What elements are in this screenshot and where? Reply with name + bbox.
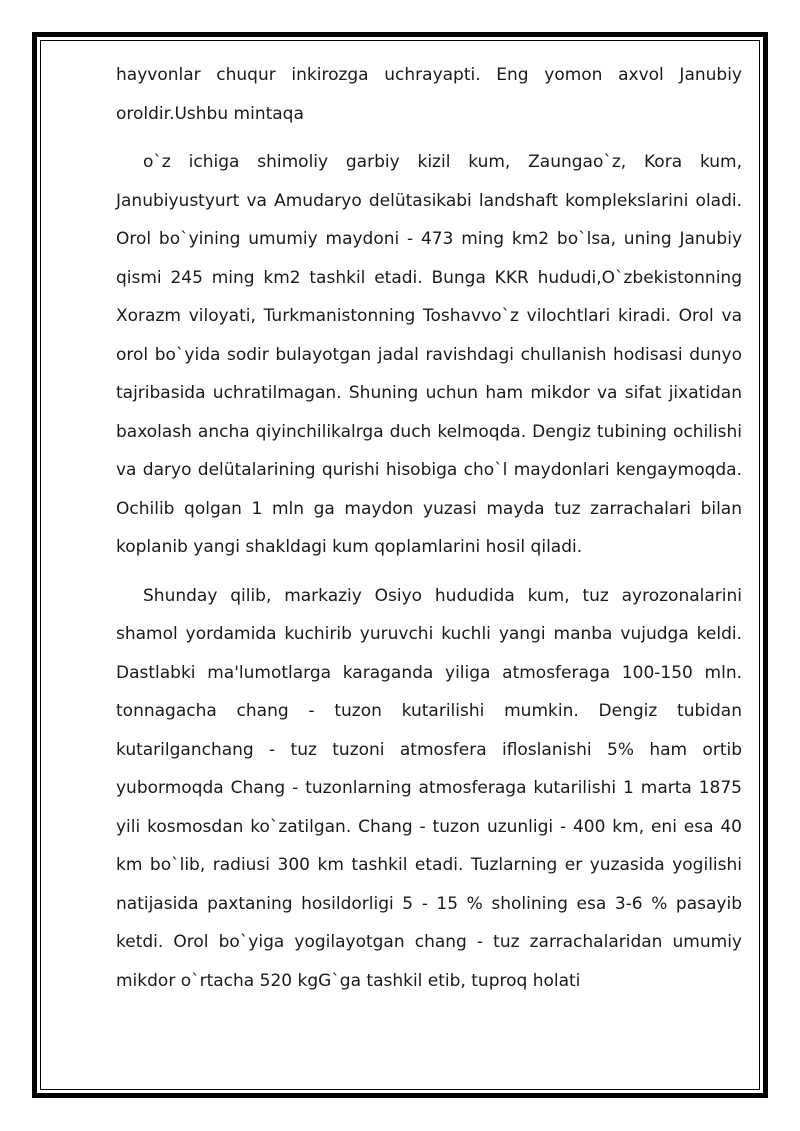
document-body <box>116 56 742 1000</box>
paragraph-1: hayvonlar chuqur inkirozga uchrayapti. Eng yomon axvol Janubiy oroldir.Ushbu mintaqa <box>116 65 742 124</box>
paragraph-3: Shunday qilib, markaziy Osiyo hududida kum, tuz ayrozonalarini shamol yordamida kuchirib yuruvchi kuchli yangi manba vujudga keldi. Dastlabki ma'lumotlarga karaganda yiliga atmosferaga 100-150 mln. tonnagacha chang - tuzon kutarilishi mumkin. Dengiz tubidan kutarilganchang - tuz tuzoni atmosfera ifloslanishi 5% ham ortib yubormoqda Chang - tuzonlarning atmosferaga kutarilishi 1 marta 1875 yili kosmosdan ko`zatilgan. Chang - tuzon uzunligi - 400 km, eni esa 40 km bo`lib, radiusi 300 km tashkil etadi. Tuzlarning er yuzasida yogilishi natijasida paxtaning hosildorligi 5 - 15 % sholining esa 3-6 % pasayib ketdi. Orol bo`yiga yogilayotgan chang - tuz zarrachalaridan umumiy mikdor o`rtacha 520 kgG`ga tashkil etib, tuproq holati <box>116 585 742 991</box>
paragraph-2: o`z ichiga shimoliy garbiy kizil kum, Zaungao`z, Kora kum, Janubiyustyurt va Amudaryo delütasikabi landshaft komplekslarini oladi. Orol bo`yining umumiy maydoni - 473 ming km2 bo`lsa, uning Janubiy qismi 245 ming km2 tashkil etadi. Bunga KKR hududi,O`zbekistonning Xorazm viloyati, Turkmanistonning Toshavvo`z vilochtlari kiradi. Orol va orol bo`yida sodir bulayotgan jadal ravishdagi chullanish hodisasi dunyo tajribasida uchratilmagan. Shuning uchun ham mikdor va sifat jixatidan baxolash ancha qiyinchilikalrga duch kelmoqda. Dengiz tubining ochilishi va daryo delütalarining qurishi hisobiga cho`l maydonlari kengaymoqda. Ochilib qolgan 1 mln ga maydon yuzasi mayda tuz zarrachalari bilan koplanib yangi shakldagi kum qoplamlarini hosil qiladi. <box>116 152 742 557</box>
